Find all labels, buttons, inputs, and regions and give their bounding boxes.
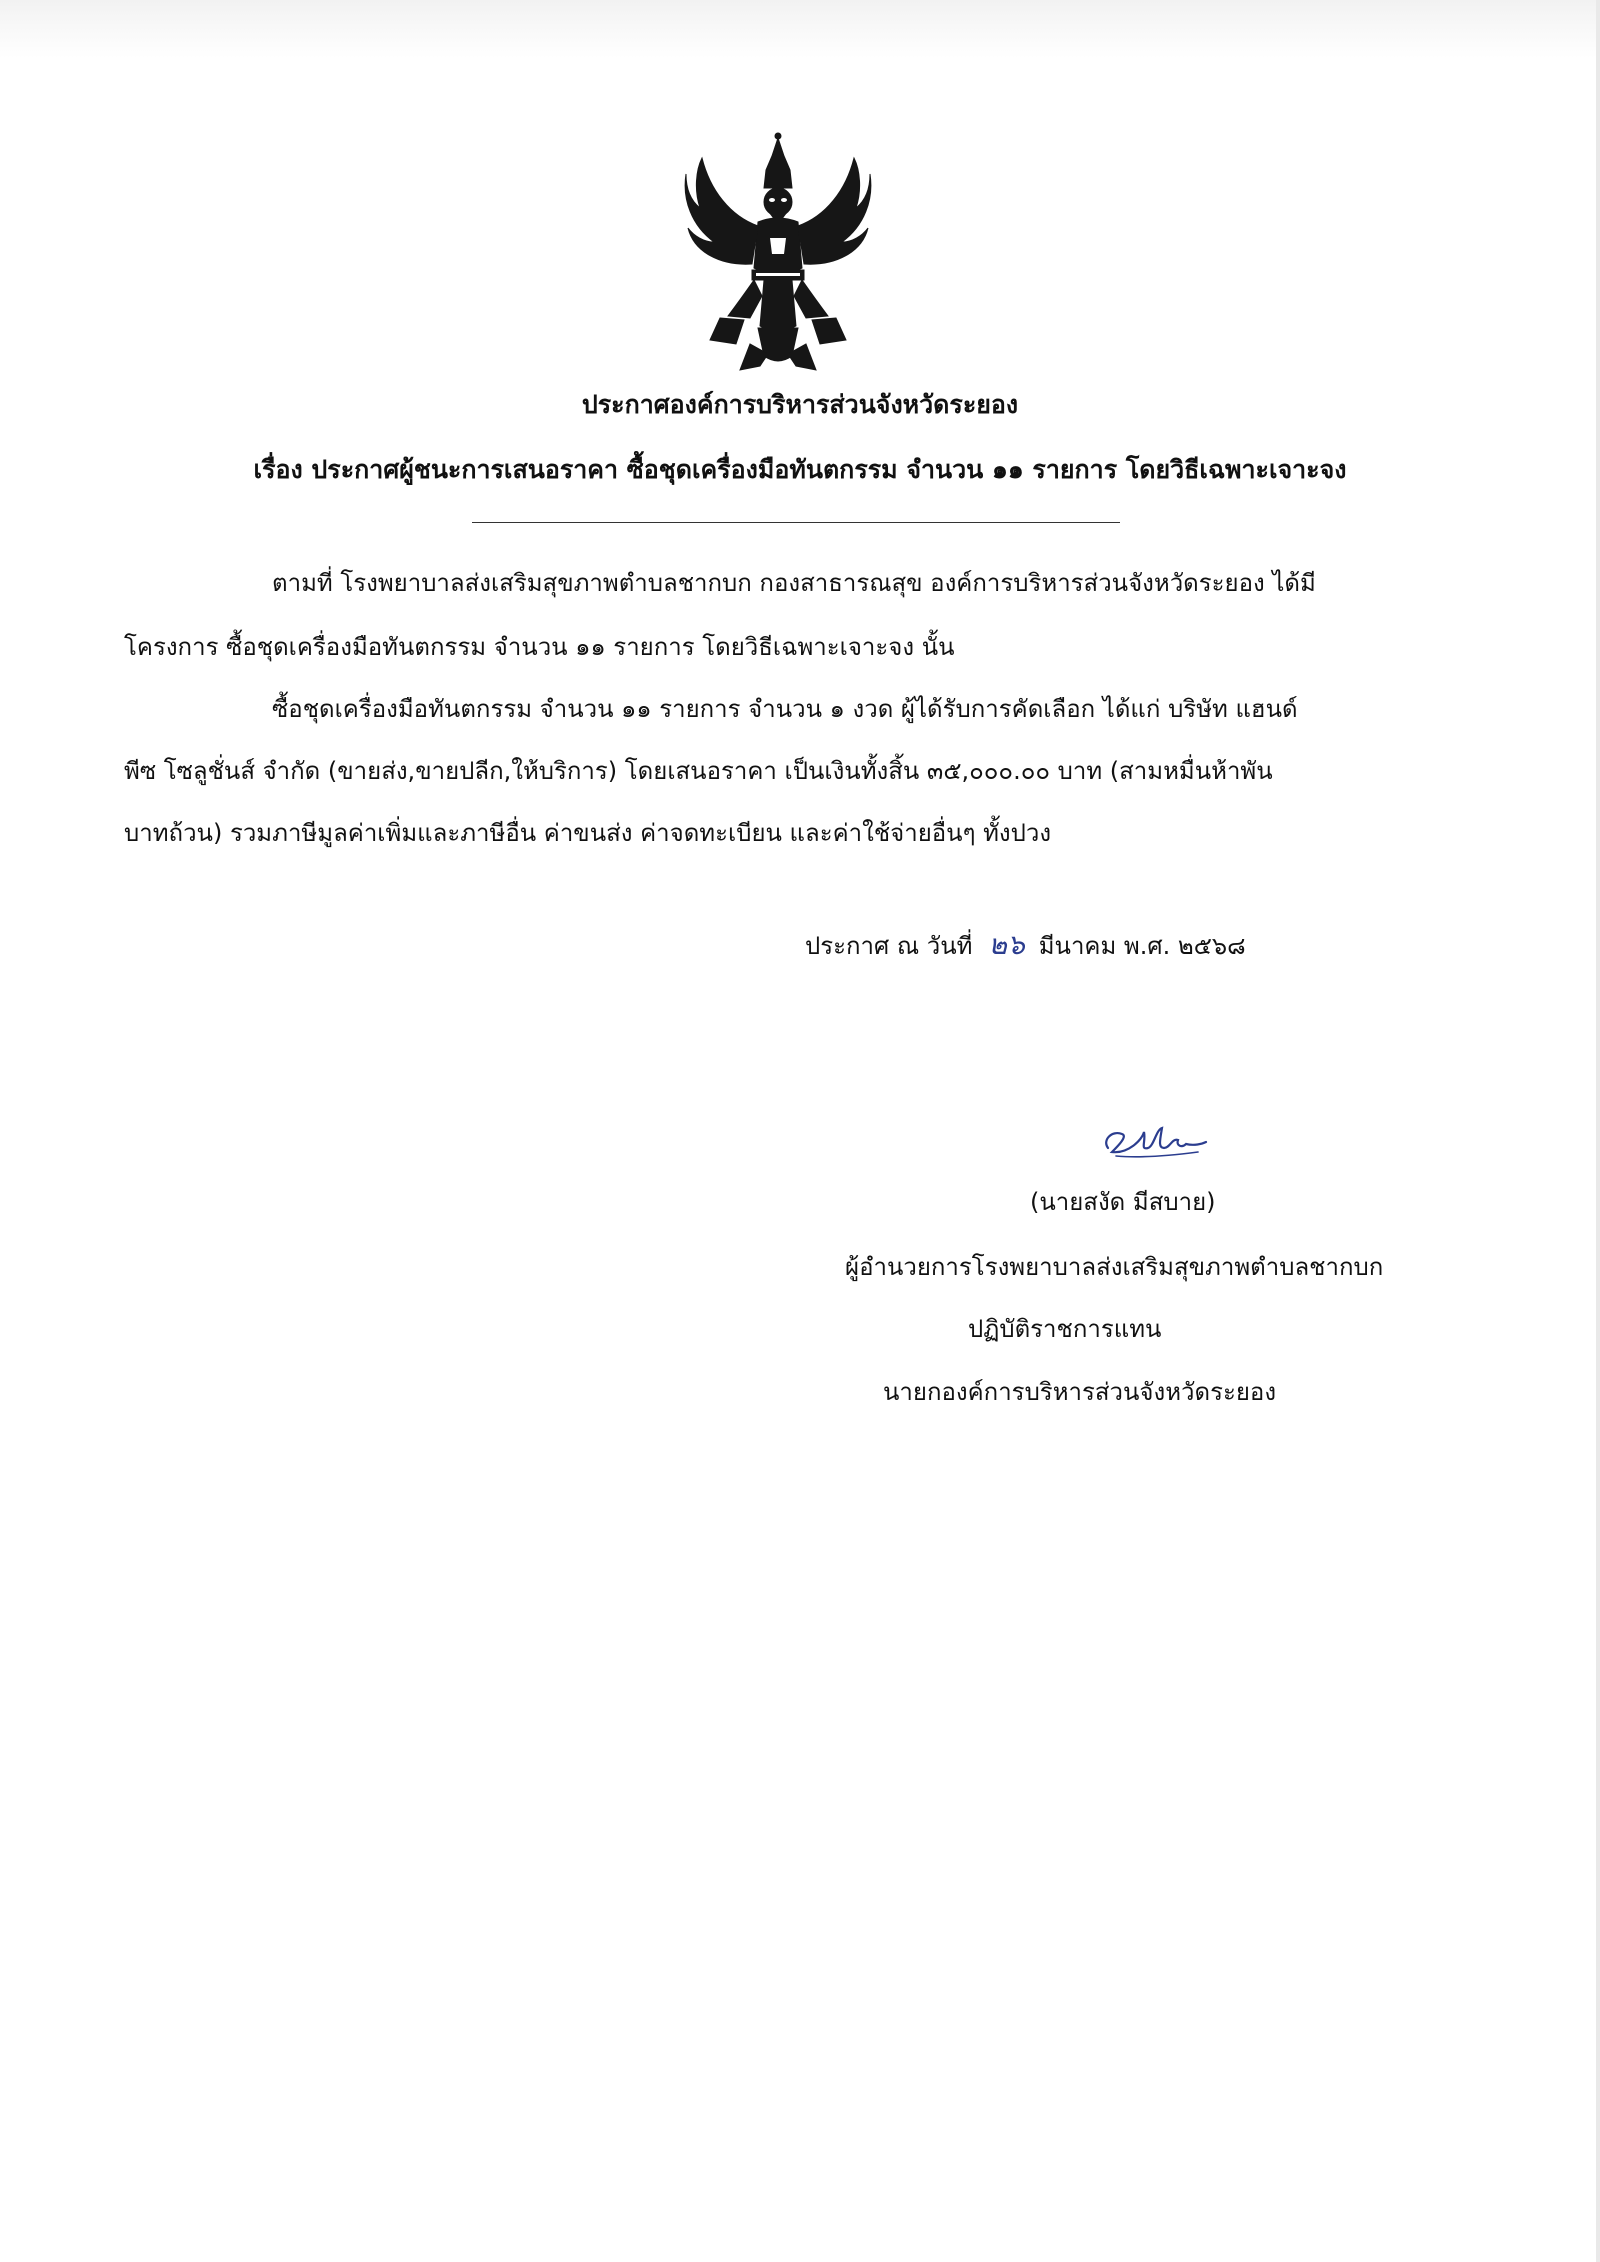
body-line: บาทถ้วน) รวมภาษีมูลค่าเพิ่มและภาษีอื่น ค่าขนส่ง ค่าจดทะเบียน และค่าใช้จ่ายอื่นๆ ทั้งปวง bbox=[124, 819, 1052, 847]
body-line: พีซ โซลูชั่นส์ จำกัด (ขายส่ง,ขายปลีก,ให้บริการ) โดยเสนอราคา เป็นเงินทั้งสิ้น ๓๕,๐๐๐.๐๐ บาท (สามหมื่นห้าพัน bbox=[124, 757, 1273, 785]
announcement-title: ประกาศองค์การบริหารส่วนจังหวัดระยอง bbox=[581, 390, 1019, 419]
signatory-position: ผู้อำนวยการโรงพยาบาลส่งเสริมสุขภาพตำบลชากบก bbox=[845, 1253, 1384, 1281]
scan-shadow-right bbox=[1596, 0, 1600, 2262]
date-month-year: มีนาคม พ.ศ. ๒๕๖๘ bbox=[1038, 932, 1246, 960]
announcement-date bbox=[805, 928, 1246, 963]
signatory-name: (นายสงัด มีสบาย) bbox=[1030, 1188, 1216, 1216]
garuda-emblem-icon bbox=[680, 130, 876, 376]
date-day-handwritten: ๒๖ bbox=[988, 928, 1025, 961]
body-line: โครงการ ซื้อชุดเครื่องมือทันตกรรม จำนวน ๑๑ รายการ โดยวิธีเฉพาะเจาะจง นั้น bbox=[124, 633, 955, 661]
signatory-acting: ปฏิบัติราชการแทน bbox=[968, 1315, 1162, 1343]
date-prefix: ประกาศ ณ วันที่ bbox=[805, 932, 973, 960]
scan-shadow-top bbox=[0, 0, 1600, 58]
body-line: ซื้อชุดเครื่องมือทันตกรรม จำนวน ๑๑ รายการ จำนวน ๑ งวด ผู้ได้รับการคัดเลือก ได้แก่ บริษัท แฮนด์ bbox=[272, 695, 1298, 723]
title-divider bbox=[472, 522, 1120, 523]
handwritten-signature bbox=[1098, 1118, 1210, 1162]
body-line: ตามที่ โรงพยาบาลส่งเสริมสุขภาพตำบลชากบก กองสาธารณสุข องค์การบริหารส่วนจังหวัดระยอง ได้มี bbox=[272, 569, 1316, 597]
signatory-authority: นายกองค์การบริหารส่วนจังหวัดระยอง bbox=[883, 1378, 1277, 1406]
announcement-subject: เรื่อง ประกาศผู้ชนะการเสนอราคา ซื้อชุดเครื่องมือทันตกรรม จำนวน ๑๑ รายการ โดยวิธีเฉพาะเจาะจง bbox=[253, 455, 1347, 484]
